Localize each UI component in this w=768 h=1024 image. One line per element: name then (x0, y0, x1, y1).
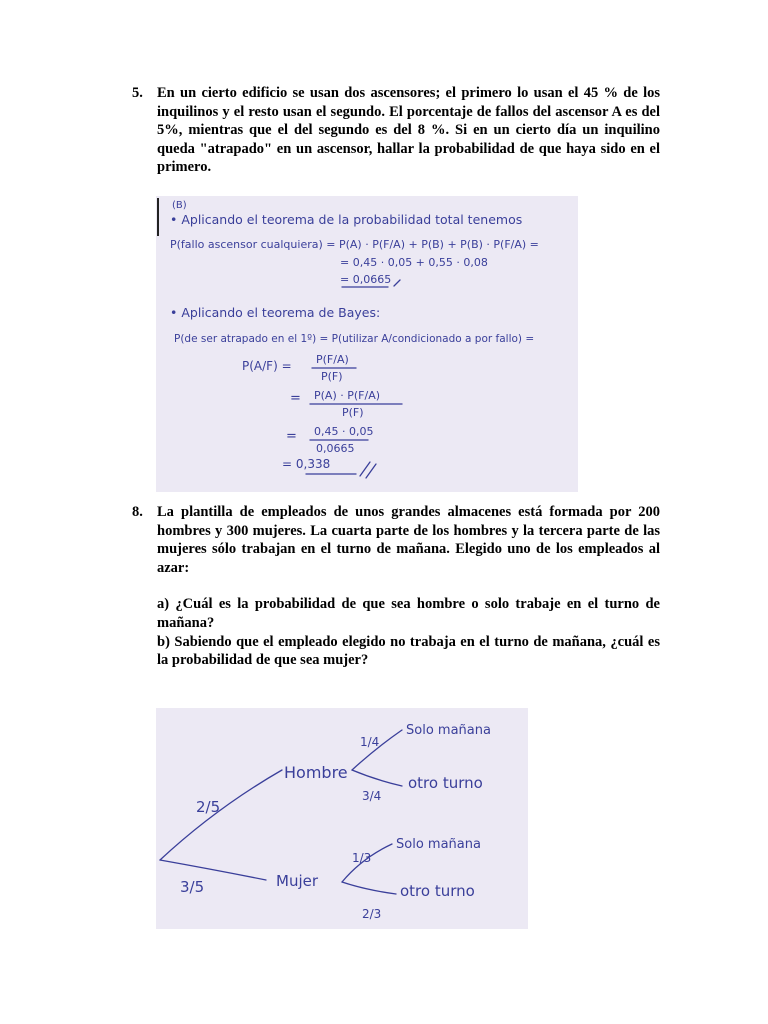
prob-h-solo: 1/4 (360, 735, 380, 749)
prob-h-otro: 3/4 (362, 789, 382, 803)
problem-body (157, 503, 660, 670)
leaf-m-otro: otro turno (400, 882, 475, 900)
hw-line-4: = 0,0665 (340, 273, 392, 286)
node-hombre: Hombre (284, 763, 348, 782)
hw-frac2-den: P(F) (342, 406, 364, 419)
problem-8 (132, 503, 660, 670)
leaf-m-solo: Solo mañana (396, 837, 481, 852)
handwritten-solution-drawing (156, 196, 578, 492)
question-b: b) Sabiendo que el empleado elegido no trabaja en el turno de mañana, ¿cuál es la probabilidad de que sea mujer? (157, 633, 660, 669)
hw-frac3-num: 0,45 · 0,05 (314, 425, 374, 438)
prob-m-solo: 1/3 (352, 851, 372, 865)
hw-frac2-num: P(A) · P(F/A) (314, 389, 381, 402)
prob-m-otro: 2/3 (362, 907, 382, 921)
branch-mujer (160, 860, 266, 880)
hw-line-6: P(de ser atrapado en el 1º) = P(utilizar A/condicionado a por fallo) = (174, 333, 535, 345)
hw-line-3: = 0,45 · 0,05 + 0,55 · 0,08 (340, 256, 488, 269)
hw-line-2: P(fallo ascensor cualquiera) = P(A) · P(F/A) + P(B) + P(B) · P(F/A) = (170, 238, 539, 251)
hw-eq3: = (286, 429, 297, 444)
problem-statement: En un cierto edificio se usan dos ascensores; el primero lo usan el 45 % de los inquilinos y el resto usan el segundo. El porcentaje de fallos del ascensor A es del 5%, mientras que el del segundo es del 8 %. Si en un cierto día un inquilino queda "atrapado" en un ascensor, hallar la probabilidad de que haya sido en el primero. (157, 85, 660, 176)
problem-number: 5. (132, 85, 143, 101)
branch-m-otro (342, 882, 396, 894)
hw-line-5: • Aplicando el teorema de Bayes: (170, 305, 381, 320)
problem-5 (132, 84, 660, 177)
handwritten-solution-photo (156, 196, 578, 492)
branch-hombre (160, 770, 282, 860)
spacer (157, 577, 660, 595)
hw-frac3-den: 0,0665 (316, 442, 355, 455)
leaf-h-otro: otro turno (408, 774, 483, 792)
hw-frac1-den: P(F) (321, 370, 343, 383)
leaf-h-solo: Solo mañana (406, 723, 491, 738)
node-mujer: Mujer (276, 872, 319, 890)
question-a: a) ¿Cuál es la probabilidad de que sea hombre o solo trabaje en el turno de mañana? (157, 596, 660, 631)
problem-statement: La plantilla de empleados de unos grandes almacenes está formada por 200 hombres y 300 mujeres. La cuarta parte de los hombres y la tercera parte de las mujeres sólo trabajan en el turno de mañana. Elegido uno de los empleados al azar: (157, 504, 660, 576)
hw-result: = 0,338 (282, 457, 331, 471)
hw-eq2: = (290, 391, 301, 406)
corner-mark: (B) (172, 200, 187, 211)
problem-number: 8. (132, 504, 143, 520)
hw-frac1-num: P(F/A) (316, 353, 349, 366)
prob-hombre: 2/5 (196, 798, 221, 816)
probability-tree-photo (156, 708, 528, 929)
probability-tree-drawing (156, 708, 528, 929)
prob-mujer: 3/5 (180, 878, 205, 896)
branch-h-otro (352, 770, 402, 786)
hw-lhs: P(A/F) = (242, 359, 292, 373)
hw-line-1: • Aplicando el teorema de la probabilidad total tenemos (170, 212, 523, 227)
